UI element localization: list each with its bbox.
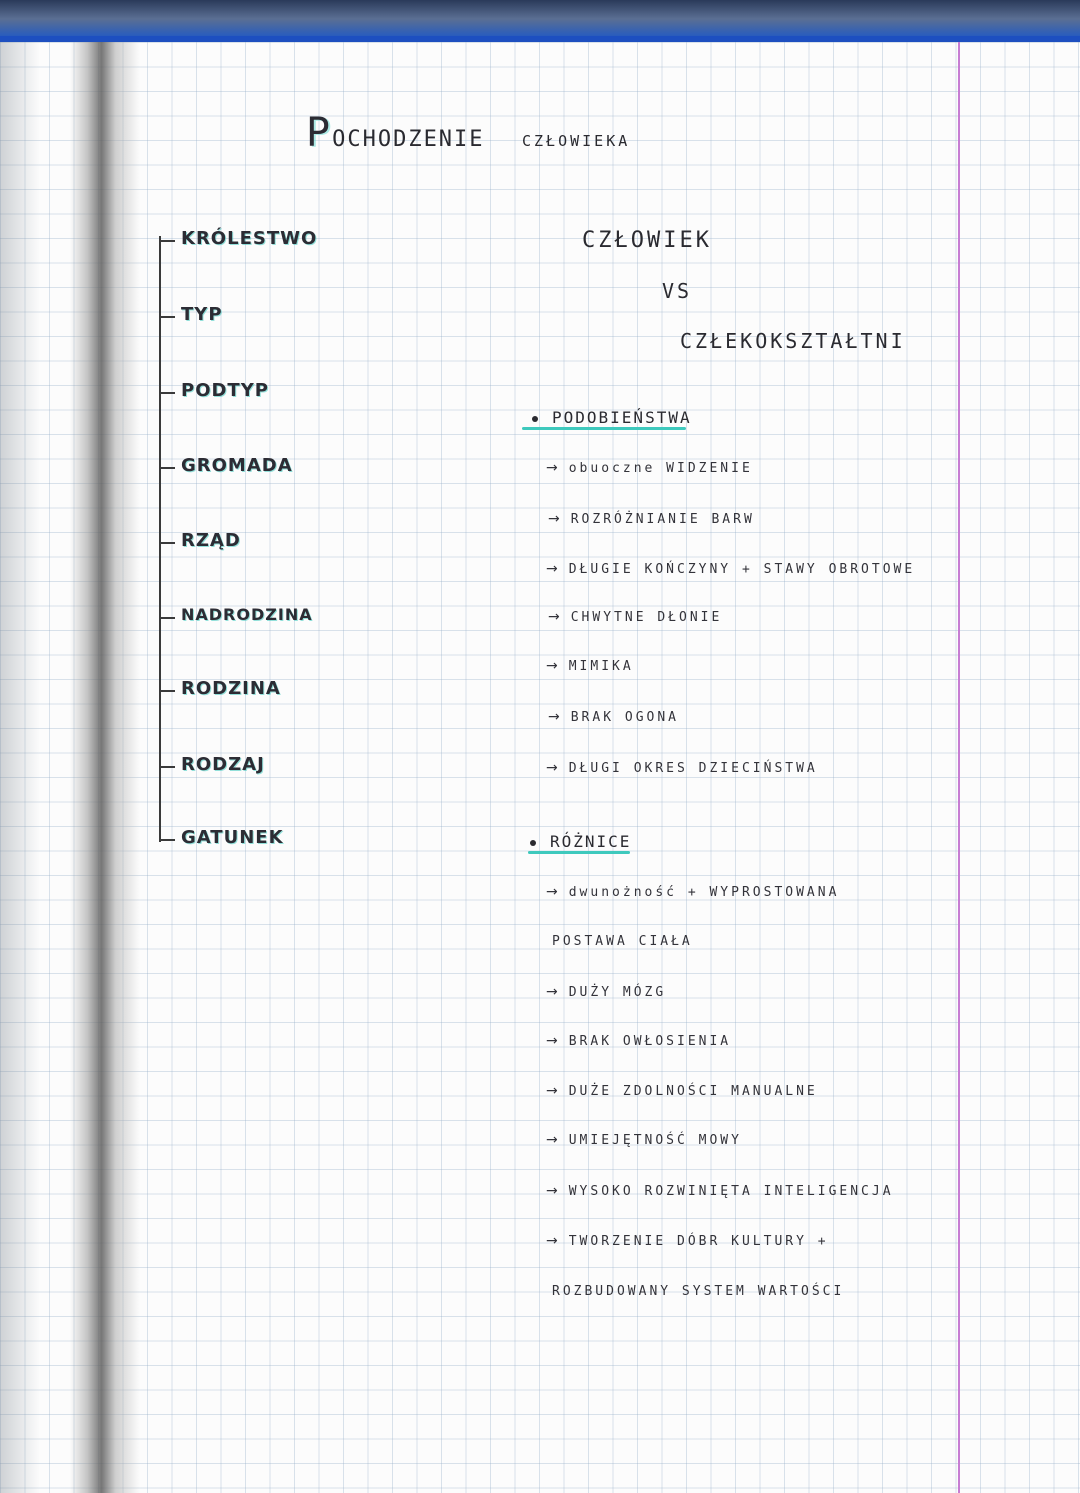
tree-tick [161, 316, 175, 318]
taxonomy-tree-line [159, 236, 161, 842]
arrow-icon: → [548, 511, 563, 527]
item-text: CHWYTNE DŁONIE [570, 610, 723, 625]
similarity-item [548, 511, 755, 527]
item-text: DŁUGIE KOŃCZYNY + STAWY OBROTOWE [568, 562, 916, 577]
difference-item [546, 1033, 731, 1049]
arrow-icon: → [548, 609, 563, 625]
similarities-heading-text: PODOBIEŃSTWA [552, 408, 692, 427]
similarity-item [546, 658, 634, 674]
arrow-icon: → [548, 709, 563, 725]
similarity-item [546, 561, 915, 577]
arrow-icon: → [546, 1183, 561, 1199]
notebook-cover-edge [0, 0, 1080, 42]
tree-tick [161, 392, 175, 394]
arrow-icon: → [546, 658, 561, 674]
tree-tick [161, 467, 175, 469]
item-text: DUŻY MÓZG [568, 985, 667, 1000]
taxonomy-label: NADRODZINA [181, 605, 313, 624]
tree-tick [161, 542, 175, 544]
difference-item [546, 984, 666, 1000]
difference-item-continuation: POSTAWA CIAŁA [552, 934, 693, 949]
taxonomy-label: RODZAJ [181, 754, 265, 775]
item-text: BRAK OWŁOSIENIA [568, 1034, 732, 1049]
tree-tick [161, 766, 175, 768]
item-text: DUŻE ZDOLNOŚCI MANUALNE [568, 1084, 818, 1099]
difference-item [546, 1083, 818, 1099]
tree-tick [161, 617, 175, 619]
tree-tick [161, 240, 175, 242]
page-title-part1 [306, 110, 485, 156]
arrow-icon: → [546, 1233, 561, 1249]
page-title-part2: CZŁOWIEKA [522, 132, 631, 150]
notebook-binding [70, 42, 140, 1493]
item-text: obuoczne WIDZENIE [568, 461, 753, 476]
differences-heading [530, 832, 631, 851]
difference-item [546, 1132, 742, 1148]
arrow-icon: → [546, 460, 561, 476]
item-text: WYSOKO ROZWINIĘTA INTELIGENCJA [568, 1184, 894, 1199]
highlight-underline [522, 427, 686, 430]
item-text: UMIEJĘTNOŚĆ MOWY [568, 1133, 742, 1148]
bullet-dot [532, 416, 538, 422]
page-shadow [0, 42, 40, 1493]
arrow-icon: → [546, 760, 561, 776]
item-text: TWORZENIE DÓBR KULTURY + [568, 1234, 829, 1249]
arrow-icon: → [546, 1132, 561, 1148]
difference-item-continuation: ROZBUDOWANY SYSTEM WARTOŚCI [552, 1284, 845, 1299]
difference-item [546, 884, 839, 900]
taxonomy-label: TYP [181, 304, 223, 325]
taxonomy-label: RODZINA [181, 678, 281, 699]
taxonomy-label: GROMADA [181, 455, 293, 476]
bullet-dot [530, 840, 536, 846]
title-rest: OCHODZENIE [332, 127, 485, 152]
taxonomy-label: PODTYP [181, 380, 269, 401]
arrow-icon: → [546, 884, 561, 900]
taxonomy-label: RZĄD [181, 530, 241, 551]
arrow-icon: → [546, 1033, 561, 1049]
taxonomy-label: KRÓLESTWO [181, 228, 318, 249]
margin-line [958, 42, 960, 1493]
difference-item [546, 1183, 894, 1199]
item-text: ROZRÓŻNIANIE BARW [570, 512, 755, 527]
item-text: DŁUGI OKRES DZIECIŃSTWA [568, 761, 818, 776]
comparison-object: CZŁEKOKSZTAŁTNI [680, 329, 906, 353]
comparison-subject: CZŁOWIEK [582, 228, 712, 253]
item-text: MIMIKA [568, 659, 634, 674]
highlight-underline [528, 851, 630, 854]
item-text: dwunożność + WYPROSTOWANA [568, 885, 840, 900]
difference-item [546, 1233, 829, 1249]
tree-tick [161, 690, 175, 692]
comparison-vs: VS [662, 279, 693, 303]
title-initial: P [306, 110, 333, 156]
arrow-icon: → [546, 984, 561, 1000]
arrow-icon: → [546, 1083, 561, 1099]
taxonomy-label: GATUNEK [181, 827, 284, 848]
similarity-item [546, 460, 753, 476]
arrow-icon: → [546, 561, 561, 577]
differences-heading-text: RÓŻNICE [550, 832, 632, 851]
item-text: BRAK OGONA [570, 710, 680, 725]
tree-tick [161, 839, 175, 841]
similarity-item [546, 760, 818, 776]
similarity-item [548, 709, 679, 725]
similarities-heading [532, 408, 692, 427]
similarity-item [548, 609, 722, 625]
